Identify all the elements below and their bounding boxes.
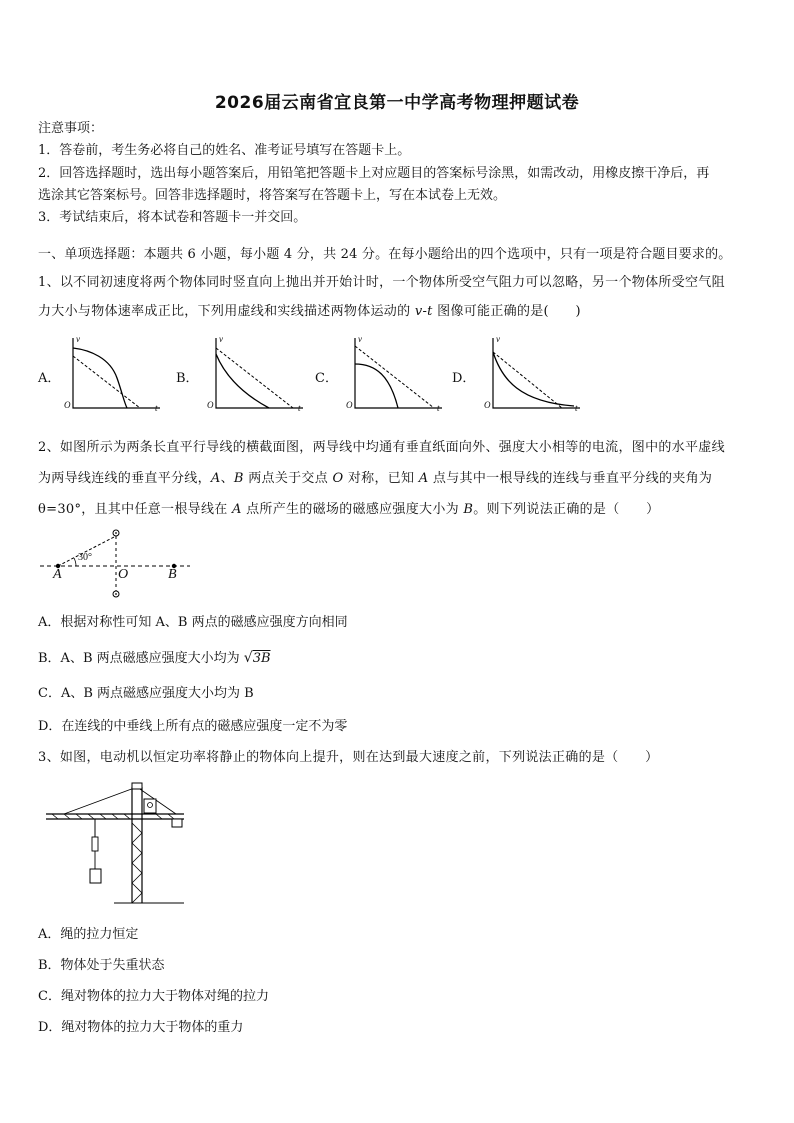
q1-stem-line-2: 力大小与物体速率成正比，下列用虚线和实线描述两物体运动的 v-t 图像可能正确的是( ) [38, 304, 581, 319]
q2-point-a: A [53, 567, 62, 582]
q2-point-b: B [168, 567, 177, 582]
graph-c-o-label: O [346, 400, 353, 410]
note-1: 1．答卷前，考生务必将自己的姓名、准考证号填写在答题卡上。 [38, 143, 411, 158]
q2-option-c: C．A、B 两点磁感应强度大小均为 B [38, 686, 254, 701]
q2-stem-line-2: 为两导线连线的垂直平分线，A、B 两点关于交点 O 对称，已知 A 点与其中一根导线的连线与垂直平分线的夹角为 [38, 471, 713, 486]
q1-stem-line-1: 1、以不同初速度将两个物体同时竖直向上抛出并开始计时，一个物体所受空气阻力可以忽略，另一个物体所受空气阻 [38, 275, 725, 290]
q2-option-a: A．根据对称性可知 A、B 两点的磁感应强度方向相同 [38, 615, 348, 630]
graph-b-v-label: v [219, 334, 223, 344]
q2-angle-label: 30° [78, 552, 92, 563]
q1-option-d-label: D． [452, 371, 476, 386]
q3-stem: 3、如图，电动机以恒定功率将静止的物体向上提升，则在达到最大速度之前，下列说法正确的是（ ） [38, 750, 659, 765]
page-title: 2026届云南省宜良第一中学高考物理押题试卷 [214, 93, 580, 113]
notes-heading: 注意事项： [38, 121, 104, 136]
q2-option-b: B．A、B 两点磁感应强度大小均为 √3B [38, 650, 271, 666]
graph-a-v-label: v [76, 334, 80, 344]
q1-graph-b [203, 336, 308, 416]
note-3: 3．考试结束后，将本试卷和答题卡一并交回。 [38, 210, 307, 225]
graph-d-t-label: t [575, 403, 578, 413]
q2-point-o: O [118, 567, 129, 582]
q1-graph-a [60, 336, 165, 416]
q2-figure [40, 528, 200, 600]
q2-option-d: D．在连线的中垂线上所有点的磁感应强度一定不为零 [38, 719, 348, 734]
section-heading: 一、单项选择题：本题共 6 小题，每小题 4 分，共 24 分。在每小题给出的四个选项中，只有一项是符合题目要求的。 [38, 247, 732, 262]
q1-option-b-label: B． [176, 371, 199, 386]
note-2-line-1: 2．回答选择题时，选出每小题答案后，用铅笔把答题卡上对应题目的答案标号涂黑，如需改动，用橡皮擦干净后，再 [38, 166, 710, 181]
q2-stem-line-3: θ=30°，且其中任意一根导线在 A 点所产生的磁场的磁感应强度大小为 B。则下列说法正确的是（ ） [38, 502, 660, 517]
note-2-line-2: 选涂其它答案标号。回答非选择题时，将答案写在答题卡上，写在本试卷上无效。 [38, 188, 507, 203]
graph-c-v-label: v [358, 334, 362, 344]
graph-d-v-label: v [496, 334, 500, 344]
q1-graph-d [480, 336, 585, 416]
q3-option-c: C．绳对物体的拉力大于物体对绳的拉力 [38, 989, 269, 1004]
graph-b-t-label: t [298, 403, 301, 413]
graph-a-t-label: t [155, 403, 158, 413]
q1-option-c-label: C． [315, 371, 338, 386]
q3-option-d: D．绳对物体的拉力大于物体的重力 [38, 1020, 244, 1035]
graph-d-o-label: O [484, 400, 491, 410]
crane-figure [44, 783, 189, 908]
q3-option-b: B．物体处于失重状态 [38, 958, 165, 973]
q1-graph-c [342, 336, 447, 416]
q3-option-a: A．绳的拉力恒定 [38, 927, 139, 942]
graph-b-o-label: O [207, 400, 214, 410]
q2-stem-line-1: 2、如图所示为两条长直平行导线的横截面图，两导线中均通有垂直纸面向外、强度大小相等的电流，图中的水平虚线 [38, 440, 725, 455]
graph-a-o-label: O [64, 400, 71, 410]
q1-option-a-label: A． [38, 371, 61, 386]
graph-c-t-label: t [437, 403, 440, 413]
